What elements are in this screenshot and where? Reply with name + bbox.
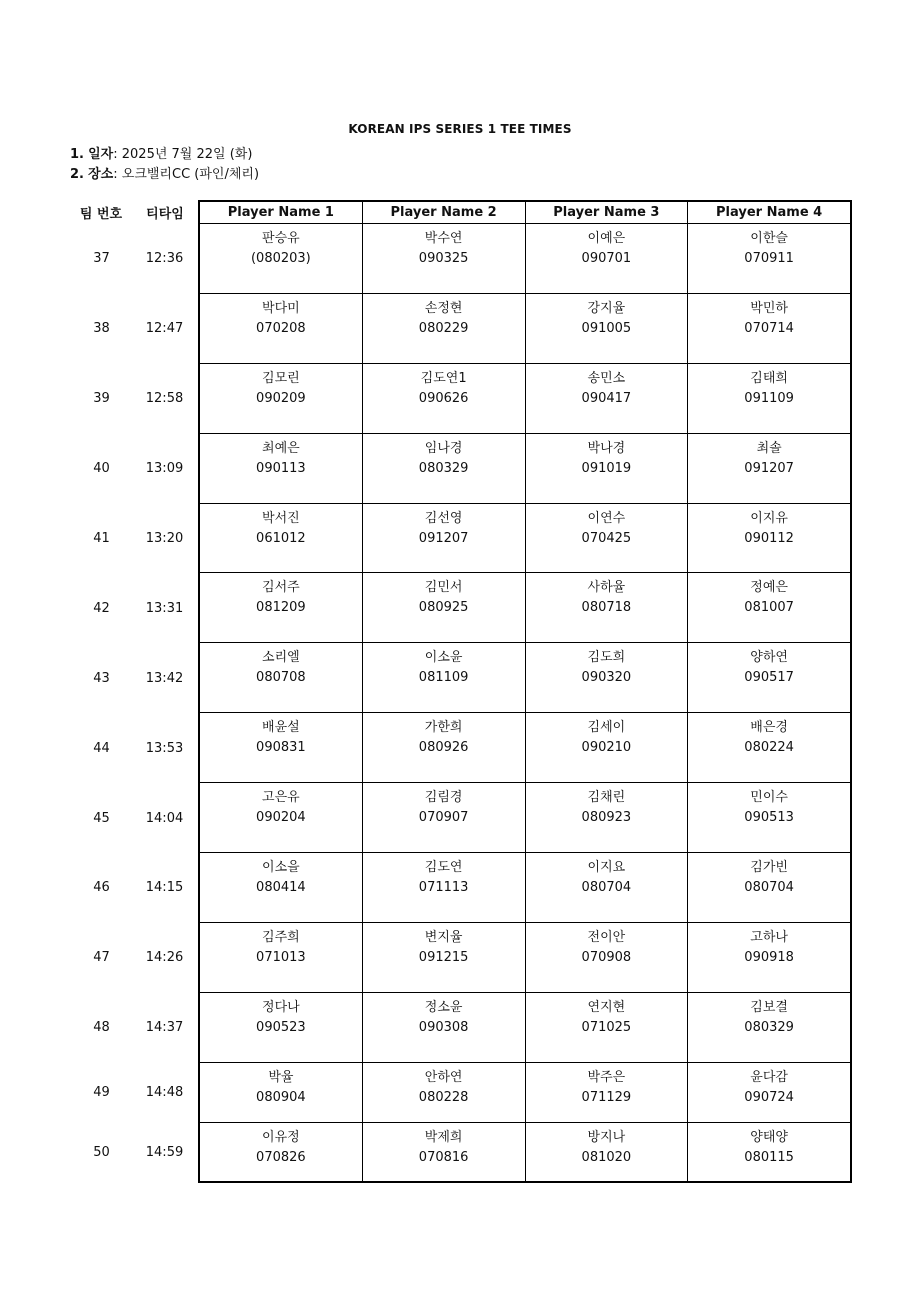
team-time-row bbox=[70, 643, 196, 713]
player-birth-id: 091109 bbox=[744, 390, 794, 406]
player-cell bbox=[363, 224, 526, 293]
tee-time: 13:31 bbox=[145, 600, 184, 616]
player-cell bbox=[526, 923, 689, 992]
player-name: 최예은 bbox=[262, 440, 300, 456]
team-time-row bbox=[70, 1123, 196, 1183]
player-birth-id: 090204 bbox=[256, 810, 306, 826]
player-cell bbox=[200, 993, 363, 1062]
player-cell bbox=[688, 573, 850, 642]
table-row bbox=[200, 294, 850, 364]
player-name: 배윤설 bbox=[262, 720, 300, 736]
player-cell bbox=[363, 643, 526, 712]
table-header-row bbox=[200, 202, 850, 224]
player-birth-id: 090513 bbox=[744, 810, 794, 826]
team-time-row bbox=[70, 224, 196, 294]
player-birth-id: 070826 bbox=[256, 1149, 306, 1165]
player-cell bbox=[526, 1063, 689, 1122]
player-name: 방지나 bbox=[587, 1129, 626, 1145]
player-cell bbox=[688, 504, 850, 573]
player-name: 손정현 bbox=[424, 300, 463, 316]
tee-time: 12:36 bbox=[145, 251, 184, 267]
player-name: 양태양 bbox=[750, 1129, 788, 1145]
team-number: 45 bbox=[93, 810, 110, 826]
tee-time: 13:42 bbox=[145, 670, 184, 686]
player-name: 이예은 bbox=[587, 231, 626, 246]
player-cell bbox=[526, 434, 689, 503]
player-name: 정소윤 bbox=[424, 999, 463, 1015]
player-name: 김도희 bbox=[587, 650, 626, 666]
player-name: 김세이 bbox=[587, 720, 626, 736]
player-name: 정다나 bbox=[262, 999, 300, 1015]
player-name: 강지율 bbox=[587, 300, 626, 316]
document-title: KOREAN IPS SERIES 1 TEE TIMES bbox=[348, 122, 572, 136]
team-time-row bbox=[70, 993, 196, 1063]
player-birth-id: 080704 bbox=[744, 880, 794, 896]
team-number: 39 bbox=[93, 391, 110, 407]
venue-item-number: 2. bbox=[70, 167, 84, 182]
player-cell bbox=[200, 294, 363, 363]
player-birth-id: 090831 bbox=[256, 740, 306, 756]
team-number: 44 bbox=[93, 740, 110, 756]
player-name: 이소을 bbox=[262, 860, 300, 876]
player-cell bbox=[200, 643, 363, 712]
tee-time: 13:09 bbox=[145, 461, 184, 477]
table-row bbox=[200, 993, 850, 1063]
team-number-header: 팀 번호 bbox=[79, 207, 123, 222]
player-cell bbox=[688, 783, 850, 852]
player-name: 박주은 bbox=[587, 1069, 626, 1085]
player-cell bbox=[526, 853, 689, 922]
player-birth-id: 090701 bbox=[581, 251, 632, 266]
player-birth-id: 090308 bbox=[418, 1019, 469, 1035]
player-birth-id: 090325 bbox=[418, 251, 469, 266]
tee-time: 12:58 bbox=[145, 391, 184, 407]
team-time-row bbox=[70, 853, 196, 923]
player-birth-id: 091005 bbox=[581, 320, 632, 336]
player-name: 정예은 bbox=[750, 580, 788, 596]
player-cell bbox=[688, 853, 850, 922]
player-cell bbox=[526, 783, 689, 852]
team-time-row bbox=[70, 573, 196, 643]
team-time-row bbox=[70, 713, 196, 783]
player-name: 송민소 bbox=[587, 370, 626, 386]
player-name: 윤다감 bbox=[750, 1069, 788, 1085]
player-cell bbox=[200, 1123, 363, 1181]
player-cell bbox=[688, 434, 850, 503]
player-cell bbox=[688, 364, 850, 433]
player-birth-id: 080904 bbox=[256, 1089, 306, 1105]
player-birth-id: 071113 bbox=[418, 880, 469, 896]
team-time-row bbox=[70, 1063, 196, 1123]
player-name: 소리엘 bbox=[262, 650, 300, 666]
team-number: 48 bbox=[93, 1020, 110, 1036]
table-row bbox=[200, 364, 850, 434]
player-name: 이소윤 bbox=[424, 650, 463, 666]
player-cell bbox=[526, 1123, 689, 1181]
player-birth-id: 091215 bbox=[418, 949, 469, 965]
player-birth-id: 080329 bbox=[418, 460, 469, 476]
player-birth-id: 061012 bbox=[256, 530, 306, 546]
table-row bbox=[200, 573, 850, 643]
team-number: 41 bbox=[93, 531, 110, 546]
tee-time: 14:26 bbox=[145, 950, 184, 966]
team-number: 43 bbox=[93, 670, 110, 686]
player-birth-id: 090112 bbox=[744, 530, 794, 546]
player-cell bbox=[200, 713, 363, 782]
player-name: 김서주 bbox=[262, 580, 300, 596]
player-cell bbox=[688, 993, 850, 1062]
venue-value: : 오크밸리CC (파인/체리) bbox=[113, 167, 260, 182]
player-cell bbox=[363, 853, 526, 922]
player-cell bbox=[200, 434, 363, 503]
player-cell bbox=[526, 643, 689, 712]
team-time-row bbox=[70, 783, 196, 853]
player-birth-id: 081209 bbox=[256, 600, 306, 616]
player-name: 김림경 bbox=[424, 790, 463, 806]
player-cell bbox=[526, 504, 689, 573]
tee-time: 14:37 bbox=[145, 1020, 184, 1036]
table-body bbox=[200, 224, 850, 1183]
player-birth-id: 090724 bbox=[744, 1089, 794, 1105]
date-item-number: 1. bbox=[70, 147, 84, 162]
player-cell bbox=[200, 504, 363, 573]
player-birth-id: 070908 bbox=[581, 949, 632, 965]
player-birth-id: 080925 bbox=[418, 600, 469, 616]
player-birth-id: 080115 bbox=[744, 1149, 794, 1165]
player-birth-id: 090626 bbox=[418, 390, 469, 406]
column-header-player-2: Player Name 2 bbox=[363, 202, 526, 223]
player-birth-id: 070907 bbox=[418, 810, 469, 826]
player-name: 이유정 bbox=[262, 1129, 300, 1145]
tee-times-table bbox=[198, 200, 852, 1183]
player-birth-id: 091207 bbox=[744, 460, 794, 476]
player-name: 김선영 bbox=[424, 510, 463, 526]
table-row bbox=[200, 713, 850, 783]
player-name: 가한희 bbox=[424, 720, 463, 736]
player-birth-id: 080923 bbox=[581, 810, 632, 826]
player-name: 이지유 bbox=[750, 510, 788, 526]
player-birth-id: 081007 bbox=[744, 600, 794, 616]
player-name: 박제희 bbox=[424, 1129, 463, 1145]
player-cell bbox=[363, 713, 526, 782]
player-cell bbox=[688, 294, 850, 363]
event-venue-line bbox=[70, 163, 259, 182]
player-name: 임나경 bbox=[424, 440, 463, 456]
player-birth-id: 070714 bbox=[744, 320, 794, 336]
date-value: : 2025년 7월 22일 (화) bbox=[113, 147, 253, 162]
tee-time: 13:53 bbox=[145, 740, 184, 756]
player-birth-id: 071013 bbox=[256, 949, 306, 965]
player-birth-id: 090113 bbox=[256, 460, 306, 476]
player-cell bbox=[688, 1123, 850, 1181]
table-row bbox=[200, 504, 850, 574]
team-number: 49 bbox=[93, 1085, 110, 1101]
team-number: 46 bbox=[93, 880, 110, 896]
table-row bbox=[200, 1123, 850, 1183]
tee-time: 12:47 bbox=[145, 321, 184, 337]
event-date-line bbox=[70, 143, 252, 162]
table-row bbox=[200, 643, 850, 713]
player-cell bbox=[526, 573, 689, 642]
player-cell bbox=[200, 1063, 363, 1122]
player-name: 박서진 bbox=[262, 510, 300, 526]
team-number: 37 bbox=[93, 251, 110, 267]
player-name: 김주희 bbox=[262, 929, 300, 945]
column-header-player-4: Player Name 4 bbox=[716, 205, 823, 220]
player-cell bbox=[688, 923, 850, 992]
player-birth-id: 071129 bbox=[581, 1089, 632, 1105]
player-cell bbox=[363, 923, 526, 992]
player-birth-id: 080329 bbox=[744, 1019, 794, 1035]
team-time-row bbox=[70, 504, 196, 574]
team-number: 40 bbox=[93, 461, 110, 477]
player-name: 김민서 bbox=[424, 580, 463, 596]
player-birth-id: 071025 bbox=[581, 1019, 632, 1035]
player-cell bbox=[363, 434, 526, 503]
tee-time: 14:48 bbox=[145, 1085, 184, 1101]
player-birth-id: 090320 bbox=[581, 670, 632, 686]
player-cell bbox=[363, 993, 526, 1062]
player-name: 박민하 bbox=[750, 300, 788, 316]
tee-time: 14:59 bbox=[145, 1145, 184, 1161]
player-cell bbox=[200, 923, 363, 992]
player-cell bbox=[363, 504, 526, 573]
table-row bbox=[200, 224, 850, 294]
player-name: 최솔 bbox=[756, 440, 782, 456]
date-label: 일자 bbox=[88, 147, 114, 162]
player-birth-id: 080224 bbox=[744, 740, 794, 756]
column-header-player-3: Player Name 3 bbox=[526, 202, 689, 223]
player-cell bbox=[688, 1063, 850, 1122]
column-header-player-1: Player Name 1 bbox=[200, 202, 363, 223]
player-name: 김도연 bbox=[424, 860, 463, 876]
player-name: 연지현 bbox=[587, 999, 626, 1015]
player-name: 변지율 bbox=[424, 929, 463, 945]
player-cell bbox=[363, 1063, 526, 1122]
player-cell bbox=[688, 643, 850, 712]
player-cell bbox=[526, 364, 689, 433]
player-cell bbox=[526, 713, 689, 782]
player-name: 이연수 bbox=[587, 510, 626, 526]
team-number: 42 bbox=[93, 600, 110, 616]
player-birth-id: 080708 bbox=[256, 670, 306, 686]
player-cell bbox=[200, 783, 363, 852]
player-name: 김채린 bbox=[587, 790, 626, 806]
tee-time-header: 티타임 bbox=[146, 207, 184, 222]
player-cell bbox=[200, 364, 363, 433]
player-birth-id: 091207 bbox=[418, 530, 469, 546]
player-birth-id: 080229 bbox=[418, 320, 469, 336]
player-cell bbox=[363, 1123, 526, 1181]
tee-time: 14:04 bbox=[145, 810, 184, 826]
player-name: 민이수 bbox=[750, 790, 788, 806]
player-name: 박수연 bbox=[424, 231, 463, 246]
player-cell bbox=[200, 224, 363, 293]
tee-time: 13:20 bbox=[145, 531, 184, 546]
player-birth-id: 090517 bbox=[744, 670, 794, 686]
player-name: 양하연 bbox=[750, 650, 788, 666]
player-name: 박나경 bbox=[587, 440, 626, 456]
player-name: 전이안 bbox=[587, 929, 626, 945]
player-birth-id: (080203) bbox=[250, 251, 311, 266]
player-name: 박다미 bbox=[262, 300, 300, 316]
player-birth-id: 091019 bbox=[581, 460, 632, 476]
team-number: 50 bbox=[93, 1145, 110, 1161]
team-number: 47 bbox=[93, 950, 110, 966]
team-number: 38 bbox=[93, 321, 110, 337]
player-birth-id: 080704 bbox=[581, 880, 632, 896]
team-time-row bbox=[70, 923, 196, 993]
player-birth-id: 081109 bbox=[418, 670, 469, 686]
player-birth-id: 081020 bbox=[581, 1149, 632, 1165]
player-cell bbox=[363, 573, 526, 642]
table-row bbox=[200, 783, 850, 853]
table-row bbox=[200, 853, 850, 923]
player-birth-id: 080718 bbox=[581, 600, 632, 616]
table-row bbox=[200, 1063, 850, 1123]
player-name: 김도연1 bbox=[420, 370, 467, 386]
player-birth-id: 090209 bbox=[256, 390, 306, 406]
player-name: 배은경 bbox=[750, 720, 788, 736]
team-time-column bbox=[70, 224, 196, 1183]
player-cell bbox=[363, 294, 526, 363]
table-row bbox=[200, 434, 850, 504]
team-time-row bbox=[70, 364, 196, 434]
player-name: 김가빈 bbox=[750, 860, 788, 876]
team-time-row bbox=[70, 294, 196, 364]
player-name: 김태희 bbox=[750, 370, 788, 386]
player-birth-id: 080926 bbox=[418, 740, 469, 756]
player-cell bbox=[526, 294, 689, 363]
player-birth-id: 080414 bbox=[256, 880, 306, 896]
player-name: 안하연 bbox=[424, 1069, 463, 1085]
player-cell bbox=[688, 713, 850, 782]
player-name: 사하율 bbox=[587, 580, 626, 596]
player-birth-id: 090918 bbox=[744, 949, 794, 965]
player-name: 박율 bbox=[268, 1069, 294, 1085]
venue-label: 장소 bbox=[88, 167, 114, 182]
player-cell bbox=[363, 364, 526, 433]
player-cell bbox=[363, 783, 526, 852]
player-birth-id: 090210 bbox=[581, 740, 632, 756]
player-name: 판승유 bbox=[262, 231, 300, 246]
player-name: 이지요 bbox=[587, 860, 626, 876]
player-name: 김모린 bbox=[262, 370, 300, 386]
team-time-row bbox=[70, 434, 196, 504]
player-birth-id: 070208 bbox=[256, 320, 306, 336]
player-birth-id: 070911 bbox=[744, 251, 794, 266]
tee-time: 14:15 bbox=[145, 880, 184, 896]
player-birth-id: 070816 bbox=[418, 1149, 469, 1165]
player-cell bbox=[200, 573, 363, 642]
player-cell bbox=[526, 993, 689, 1062]
player-birth-id: 070425 bbox=[581, 530, 632, 546]
player-cell bbox=[200, 853, 363, 922]
player-name: 김보결 bbox=[750, 999, 788, 1015]
player-cell bbox=[526, 224, 689, 293]
player-birth-id: 090417 bbox=[581, 390, 632, 406]
player-name: 고하나 bbox=[750, 929, 788, 945]
player-cell bbox=[688, 224, 850, 293]
table-row bbox=[200, 923, 850, 993]
player-birth-id: 090523 bbox=[256, 1019, 306, 1035]
player-name: 이한슬 bbox=[750, 231, 788, 246]
player-birth-id: 080228 bbox=[418, 1089, 469, 1105]
player-name: 고은유 bbox=[262, 790, 300, 806]
